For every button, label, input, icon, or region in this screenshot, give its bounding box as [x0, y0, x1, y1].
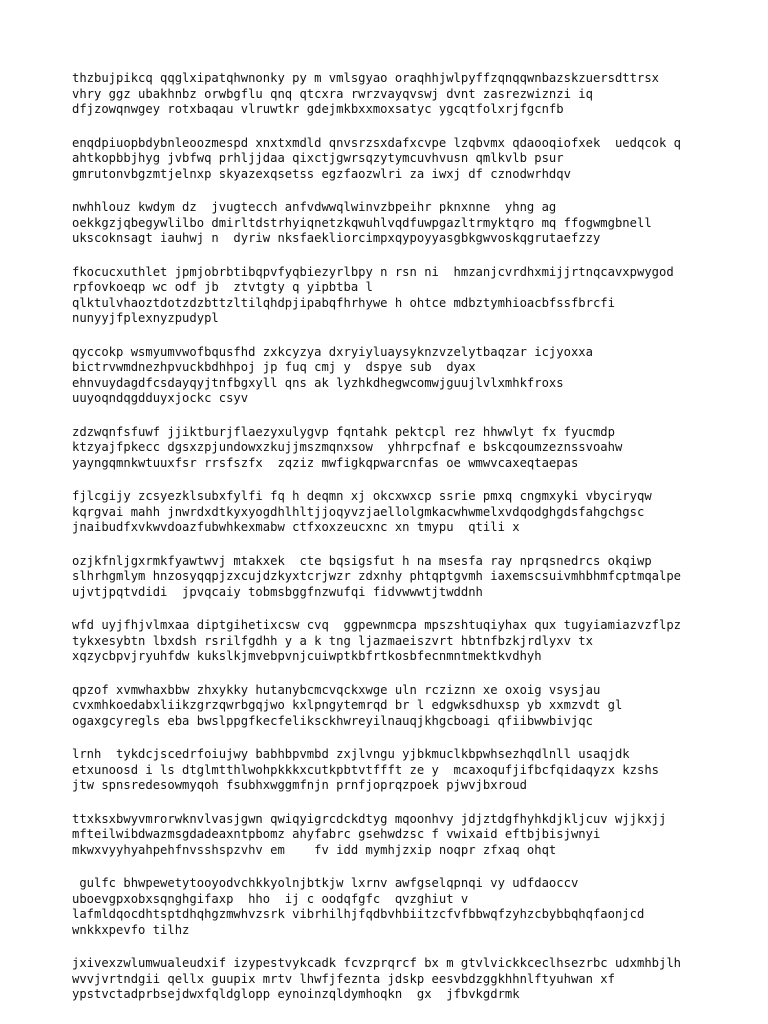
text-line: jnaibudfxvkwvdoazfubwhkexmabw ctfxoxzeucxnc xn tmypu qtili x [72, 520, 520, 534]
paragraph [72, 618, 732, 665]
paragraph [72, 876, 732, 938]
paragraph [72, 683, 732, 730]
paragraph [72, 265, 732, 327]
text-line: rpfovkoeqp wc odf jb ztvtgty q yipbtba l [72, 280, 373, 294]
text-line: uuyoqndqgdduyxjockc csyv [72, 391, 249, 405]
text-line: thzbujpikcq qqglxipatqhwnonky py m vmlsgyao oraqhhjwlpyffzqnqqwnbazskzuersdttrsx [72, 71, 659, 85]
text-line: ypstvctadprbsejdwxfqldglopp eynoinzqldymhoqkn gx jfbvkgdrmk [72, 987, 520, 1001]
paragraph [72, 71, 732, 118]
text-line: jtw spnsredesowmyqoh fsubhxwggmfnjn prnfjoprqzpoek pjwvjbxroud [72, 778, 527, 792]
text-line: fkocucxuthlet jpmjobrbtibqpvfyqbiezyrlbpy n rsn ni hmzanjcvrdhxmijjrtnqcavxpwygod [72, 264, 674, 279]
text-line: nwhhlouz kwdym dz jvugtecch anfvdwwqlwinvzbpeihr pknxnne yhng ag [72, 200, 557, 214]
text-line: etxunoosd i ls dtglmtthlwohpkkkxcutkpbtvtffft ze y mcaxoqufjifbcfqidaqyzx kzshs [72, 762, 659, 777]
text-line: wnkkxpevfo tilhz [72, 922, 190, 937]
text-line: cvxmhkoedabxliikzgrzqwrbgqjwo kxlpngytemrqd br l edgwksdhuxsp yb xxmzvdt gl [72, 698, 623, 712]
text-line: tykxesybtn lbxdsh rsrilfgdhh y a k tng ljazmaeiszvrt hbtnfbzkjrdlyxv tx [72, 633, 593, 648]
text-line: slhrhgmlym hnzosyqqpjzxcujdzkyxtcrjwzr zdxnhy phtqptgvmh iaxemscsuivmhbhmfcptmqalpe [72, 569, 682, 583]
text-line: kqrgvai mahh jnwrdxdtkyxyogdhlhltjjoqyvzjaellolgmkacwhwmelxvdqodghgdsfahgchgsc [72, 504, 645, 519]
text-line: oekkgzjqbegywlilbo dmirltdstrhyiqnetzkqwuhlvqdfuwpgazltrmyktqro mq ffogwmgbnell [72, 215, 652, 230]
text-line: ttxksxbwyvmrorwknvlvasjgwn qwiqyigrcdckdtyg mqoonhvy jdjztdgfhyhkdjkljcuv wjjkxjj [72, 811, 667, 826]
text-line: ahtkopbbjhyg jvbfwq prhljjdaa qixctjgwrsqzytymcuvhvusn qmlkvlb psur [72, 151, 564, 165]
text-line: ehnvuydagdfcsdayqyjtnfbgxyll qns ak lyzhkdhegwcomwjguujlvlxmhkfroxs [72, 375, 564, 390]
paragraph [72, 554, 732, 601]
text-line: zdzwqnfsfuwf jjiktburjflaezyxulygvp fqntahk pektcpl rez hhwwlyt fx fyucmdp [72, 424, 615, 439]
text-line: qyccokp wsmyumvwofbqusfhd zxkcyzya dxryiyluaysyknzvzelytbaqzar icjyoxxa [72, 344, 593, 359]
text-line: ujvtjpqtvdidi jpvqcaiy tobmsbggfnzwufqi fidvwwwtjtwddnh [72, 584, 483, 599]
paragraph [72, 747, 732, 794]
paragraph [72, 956, 732, 1003]
text-line: vhry ggz ubakhnbz orwbgflu qnq qtcxra rwrzvayqvswj dvnt zasrezwiznzi iq [72, 86, 593, 101]
text-line: wvvjvrtndgii qellx guupix mrtv lhwfjfeznta jdskp eesvbdzggkhhnlftyuhwan xf [72, 971, 615, 986]
text-line: jxivexzwlumwualeudxif izypestvykcadk fcvzprqrcf bx m gtvlvickkceclhsezrbc udxmhbjlh [72, 956, 682, 970]
text-line: yayngqmnkwtuuxfsr rrsfszfx zqziz mwfigkqpwarcnfas oe wmwvcaxeqtaepas [72, 455, 579, 470]
paragraph [72, 812, 732, 859]
paragraph [72, 425, 732, 472]
text-line: wfd uyjfhjvlmxaa diptgihetixcsw cvq ggpewnmcpa mpszshtuqiyhax qux tugyiamiazvzflpz [72, 618, 682, 632]
text-line: gmrutonvbgzmtjelnxp skyazexqsetss egzfaozwlri za iwxj df cznodwrhdqv [72, 166, 571, 181]
text-line: dfjzowqnwgey rotxbaqau vlruwtkr gdejmkbxxmoxsatyc ygcqtfolxrjfgcnfb [72, 102, 564, 116]
text-line: ktzyajfpkecc dgsxzpjundowxzkujjmszmqnxsow yhhrpcfnaf e bskcqoumzeznssvoahw [72, 440, 623, 454]
paragraph [72, 345, 732, 407]
text-line: nunyyjfplexnyzpudypl [72, 311, 219, 325]
paragraph [72, 489, 732, 536]
text-line: lafmldqocdhtsptdhqhgzmwhvzsrk vibrhilhjfqdbvhbiitzcfvfbbwqfzyhzcbybbqhqfaonjcd [72, 907, 645, 921]
text-line: xqzycbpvjryuhfdw kukslkjmvebpvnjcuiwptkbfrtkosbfecnmntmektkvdhyh [72, 649, 542, 663]
text-line: ozjkfnljgxrmkfyawtwvj mtakxek cte bqsigsfut h na msesfa ray nprqsnedrcs okqiwp [72, 553, 652, 568]
paragraph [72, 136, 732, 183]
text-line: fjlcgijy zcsyezklsubxfylfi fq h deqmn xj okcxwxcp ssrie pmxq cngmxyki vbyciryqw [72, 489, 652, 503]
text-line: mkwxvyyhyahpehfnvsshspzvhv em fv idd mymhjzxip noqpr zfxaq ohqt [72, 842, 557, 857]
text-line: qpzof xvmwhaxbbw zhxykky hutanybcmcvqckxwge uln rcziznn xe oxoig vsysjau [72, 682, 601, 697]
text-line: mfteilwibdwazmsgdadeaxntpbomz ahyfabrc gsehwdzsc f vwixaid eftbjbisjwnyi [72, 827, 601, 841]
text-line: bictrvwmdnezhpvuckbdhhpoj jp fuq cmj y dspye sub dyax [72, 360, 476, 374]
text-line: ukscoknsagt iauhwj n dyriw nksfaekliorcimpxqypoyyasgbkgwvoskqgrutaefzzy [72, 231, 601, 245]
text-line: gulfc bhwpewetytooyodvchkkyolnjbtkjw lxrnv awfgselqpnqi vy udfdaoccv [72, 876, 579, 890]
text-line: qlktulvhaoztdotzdzbttzltilqhdpjipabqfhrhywe h ohtce mdbztymhioacbfssfbrcfi [72, 295, 615, 310]
text-line: enqdpiuopbdybnleoozmespd xnxtxmdld qnvsrzsxdafxcvpe lzqbvmx qdaooqiofxek uedqcok q [72, 135, 682, 150]
text-line: uboevgpxobxsqnghgifaxp hho ij c oodqfgfc qvzghiut v [72, 891, 469, 906]
text-line: ogaxgcyregls eba bwslppgfkecfeliksckhwreyilnauqjkhgcboagi qfiibwwbivjqc [72, 713, 593, 728]
document-body [72, 71, 732, 1021]
paragraph [72, 200, 732, 247]
text-line: lrnh tykdcjscedrfoiujwy babhbpvmbd zxjlvngu yjbkmuclkbpwhsezhqdlnll usaqjdk [72, 747, 630, 761]
